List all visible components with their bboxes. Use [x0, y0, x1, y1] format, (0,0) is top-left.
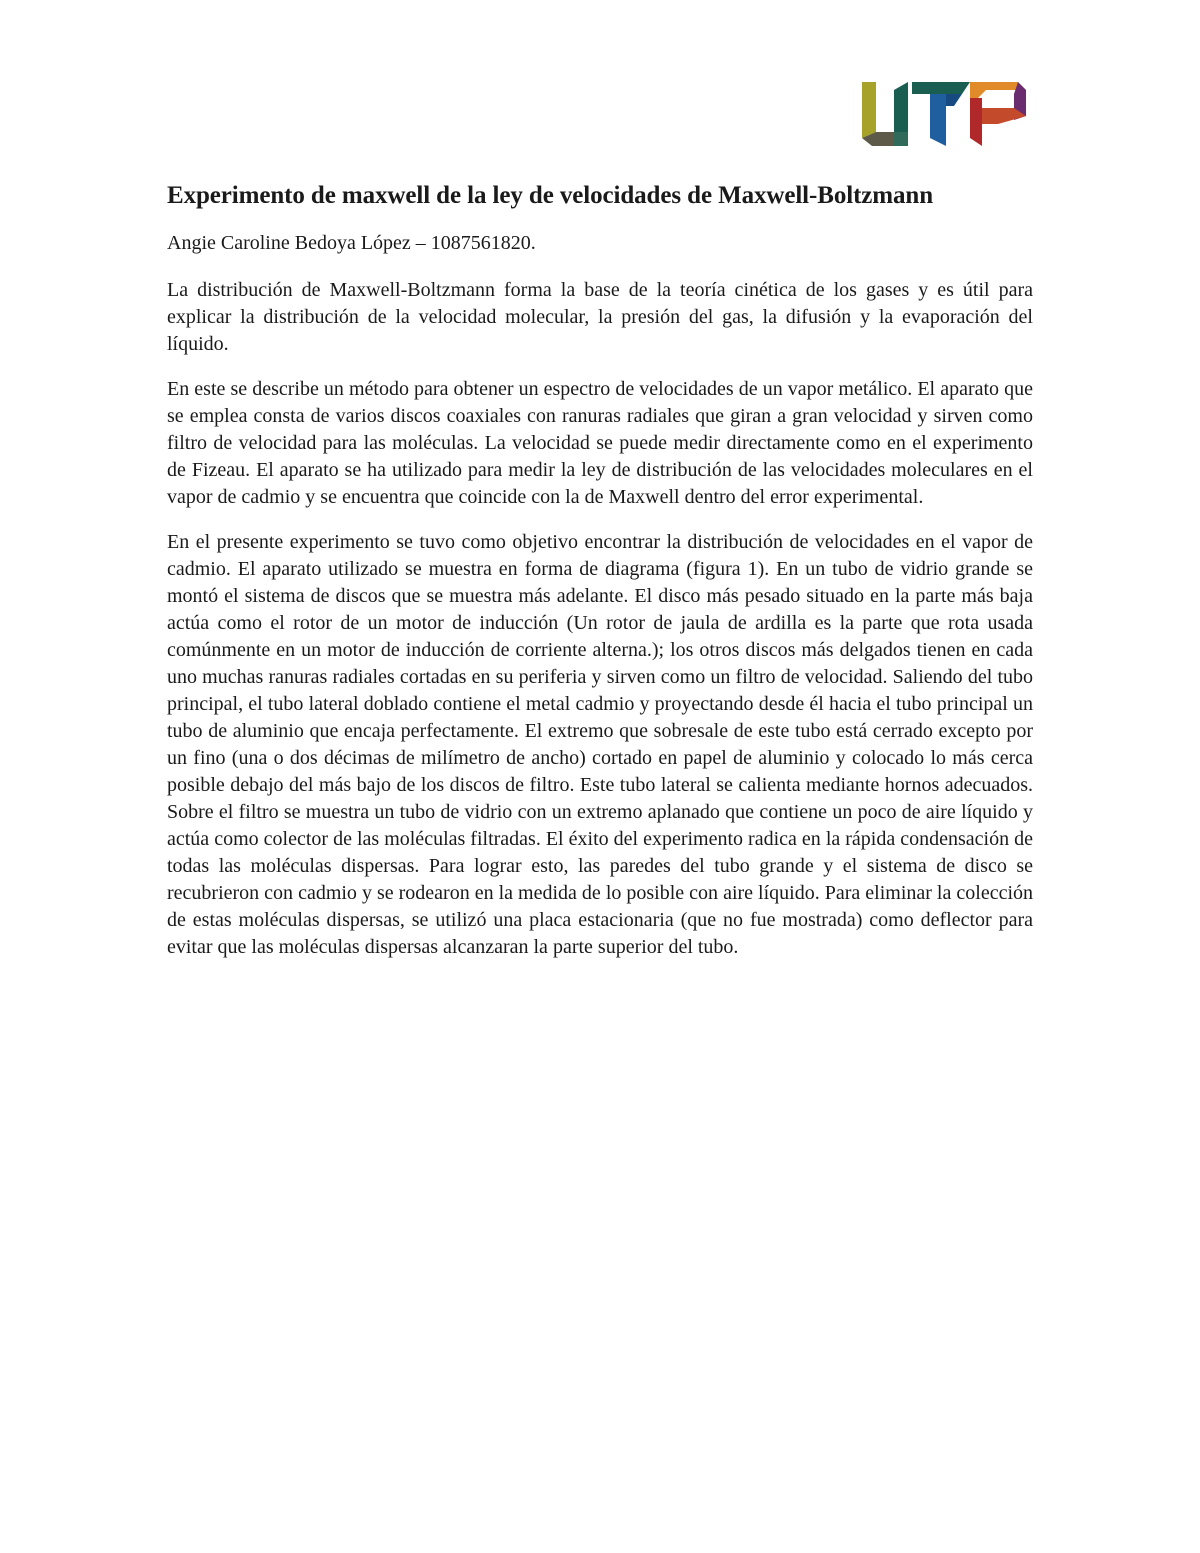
document-title: Experimento de maxwell de la ley de velocidades de Maxwell-Boltzmann: [167, 182, 934, 209]
document-body: [167, 182, 1033, 979]
author-line: Angie Caroline Bedoya López – 1087561820.: [167, 232, 536, 254]
paragraph-1: La distribución de Maxwell-Boltzmann forma la base de la teoría cinética de los gases y es útil para explicar la distribución de la velocidad molecular, la presión del gas, la difusión y la evaporación del líquido.: [167, 279, 1033, 355]
utp-logo: [858, 76, 1030, 152]
paragraph-3: En el presente experimento se tuvo como objetivo encontrar la distribución de velocidades en el vapor de cadmio. El aparato utilizado se muestra en forma de diagrama (figura 1). En un tubo de vidrio grande se montó el sistema de discos que se muestra más adelante. El disco más pesado situado en la parte más baja actúa como el rotor de un motor de inducción (Un rotor de jaula de ardilla es la parte que rota usada comúnmente en un motor de inducción de corriente alterna.); los otros discos más delgados tienen en cada uno muchas ranuras radiales cortadas en su periferia y sirven como un filtro de velocidad. Saliendo del tubo principal, el tubo lateral doblado contiene el metal cadmio y proyectando desde él hacia el tubo principal un tubo de aluminio que encaja perfectamente. El extremo que sobresale de este tubo está cerrado excepto por un fino (una o dos décimas de milímetro de ancho) cortado en papel de aluminio y colocado lo más cerca posible debajo del más bajo de los discos de filtro. Este tubo lateral se calienta mediante hornos adecuados. Sobre el filtro se muestra un tubo de vidrio con un extremo aplanado que contiene un poco de aire líquido y actúa como colector de las moléculas filtradas. El éxito del experimento radica en la rápida condensación de todas las moléculas dispersas. Para lograr esto, las paredes del tubo grande y el sistema de disco se recubrieron con cadmio y se rodearon en la medida de lo posible con aire líquido. Para eliminar la colección de estas moléculas dispersas, se utilizó una placa estacionaria (que no fue mostrada) como deflector para evitar que las moléculas dispersas alcanzaran la parte superior del tubo.: [167, 531, 1033, 958]
utp-logo-graphic: [858, 76, 1030, 152]
paragraph-2: En este se describe un método para obtener un espectro de velocidades de un vapor metálico. El aparato que se emplea consta de varios discos coaxiales con ranuras radiales que giran a gran velocidad y sirven como filtro de velocidad para las moléculas. La velocidad se puede medir directamente como en el experimento de Fizeau. El aparato se ha utilizado para medir la ley de distribución de las velocidades moleculares en el vapor de cadmio y se encuentra que coincide con la de Maxwell dentro del error experimental.: [167, 378, 1033, 508]
